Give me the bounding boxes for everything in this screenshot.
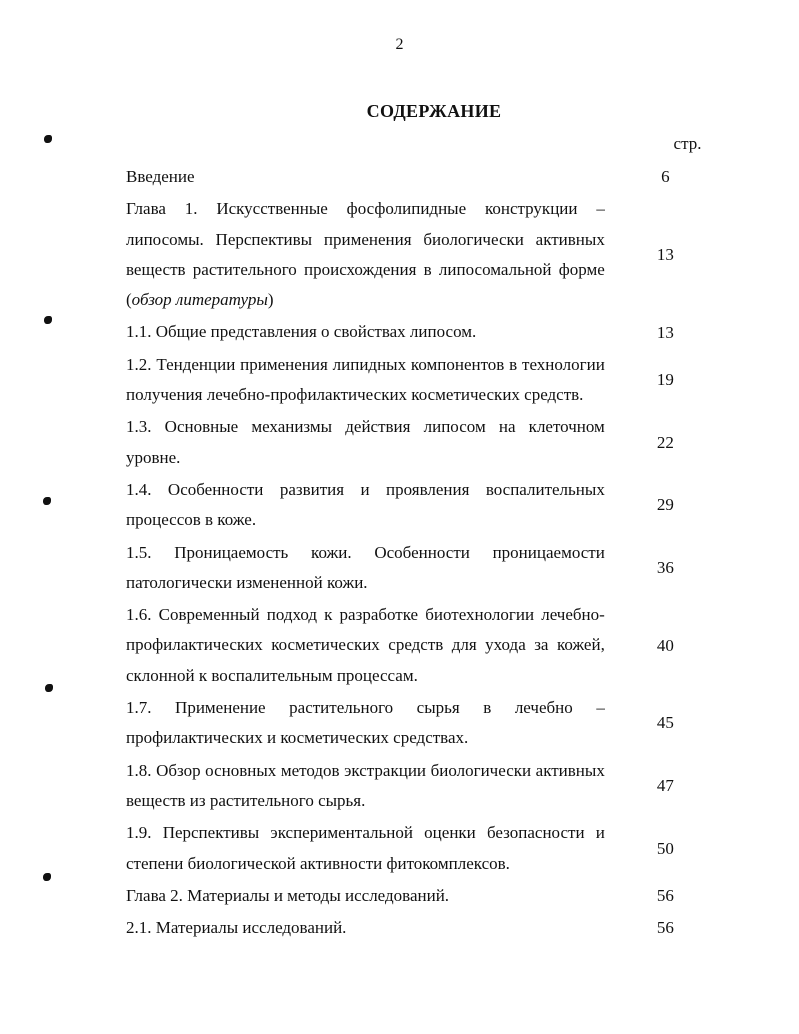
toc-entry-title: 1.9. Перспективы экспериментальной оценки безопасности и степени биологической активности фитокомплексов.: [126, 823, 605, 873]
page-number: 2: [395, 36, 404, 53]
toc-entry-page: 6: [661, 167, 670, 187]
toc-entry-page: 50: [656, 838, 674, 858]
toc-entry-page: 56: [656, 885, 674, 905]
toc-entry: [126, 600, 726, 691]
toc-entry-title: 1.7. Применение растительного сырья в лечебно – профилактических и косметических средствах.: [126, 698, 605, 748]
toc-entry-title: 1.2. Тенденции применения липидных компонентов в технологии получения лечебно-профилактических косметических средств.: [126, 354, 605, 405]
toc-entry-page: 56: [656, 918, 674, 938]
toc-entry: [126, 317, 726, 347]
toc-entry: [126, 194, 726, 315]
toc-entry-page: 19: [656, 370, 674, 390]
scan-mark: [43, 497, 51, 505]
scan-mark: [43, 873, 51, 881]
page-title: СОДЕРЖАНИЕ: [366, 101, 502, 121]
toc-entry-page: 47: [656, 775, 674, 795]
toc-entry-title: 1.5. Проницаемость кожи. Особенности проницаемости патологически измененной кожи.: [126, 542, 605, 592]
toc-entry-title: 1.1. Общие представления о свойствах липосом.: [126, 322, 477, 342]
toc-entry-title: Глава 1. Искусственные фосфолипидные конструкции – липосомы. Перспективы применения биологически активных веществ растительного происхождения в липосомальной форме (обзор литературы): [126, 199, 605, 310]
scan-mark: [45, 684, 53, 692]
toc-entry-title: 2.1. Материалы исследований.: [126, 918, 347, 938]
toc-entry-title: 1.8. Обзор основных методов экстракции биологически активных веществ из растительного сырья.: [126, 760, 605, 810]
scan-mark: [44, 135, 52, 143]
toc-entry: [126, 350, 726, 411]
toc-entry: [126, 913, 726, 943]
toc-entry: [126, 475, 726, 536]
toc-entry: [126, 881, 726, 911]
page-column-header: стр.: [673, 134, 702, 153]
toc-entry-title: 1.4. Особенности развития и проявления воспалительных процессов в коже.: [126, 479, 605, 530]
toc-entry: [126, 818, 726, 879]
toc-entry-title: 1.3. Основные механизмы действия липосом на клеточном уровне.: [126, 417, 605, 467]
toc-entry-page: 29: [656, 495, 674, 515]
toc-entry: [126, 693, 726, 754]
toc-entry-page: 36: [656, 557, 674, 577]
toc-entry-title: Введение: [126, 167, 195, 186]
toc-entry: [126, 162, 726, 192]
toc-entry: [126, 756, 726, 817]
toc-entry-title: 1.6. Современный подход к разработке биотехнологии лечебно-профилактических косметических средств для ухода за кожей, склонной к воспалительным процессам.: [126, 605, 605, 685]
toc-entry-page: 40: [656, 635, 674, 655]
scan-mark: [44, 316, 52, 324]
toc-entry-page: 13: [656, 322, 674, 342]
toc-entry-title: Глава 2. Материалы и методы исследований.: [126, 885, 450, 905]
toc-entry: [126, 538, 726, 599]
toc-entry-page: 22: [656, 432, 674, 452]
table-of-contents: [126, 162, 726, 945]
toc-entry: [126, 412, 726, 473]
toc-entry-page: 45: [656, 713, 674, 733]
toc-entry-page: 13: [656, 244, 674, 264]
